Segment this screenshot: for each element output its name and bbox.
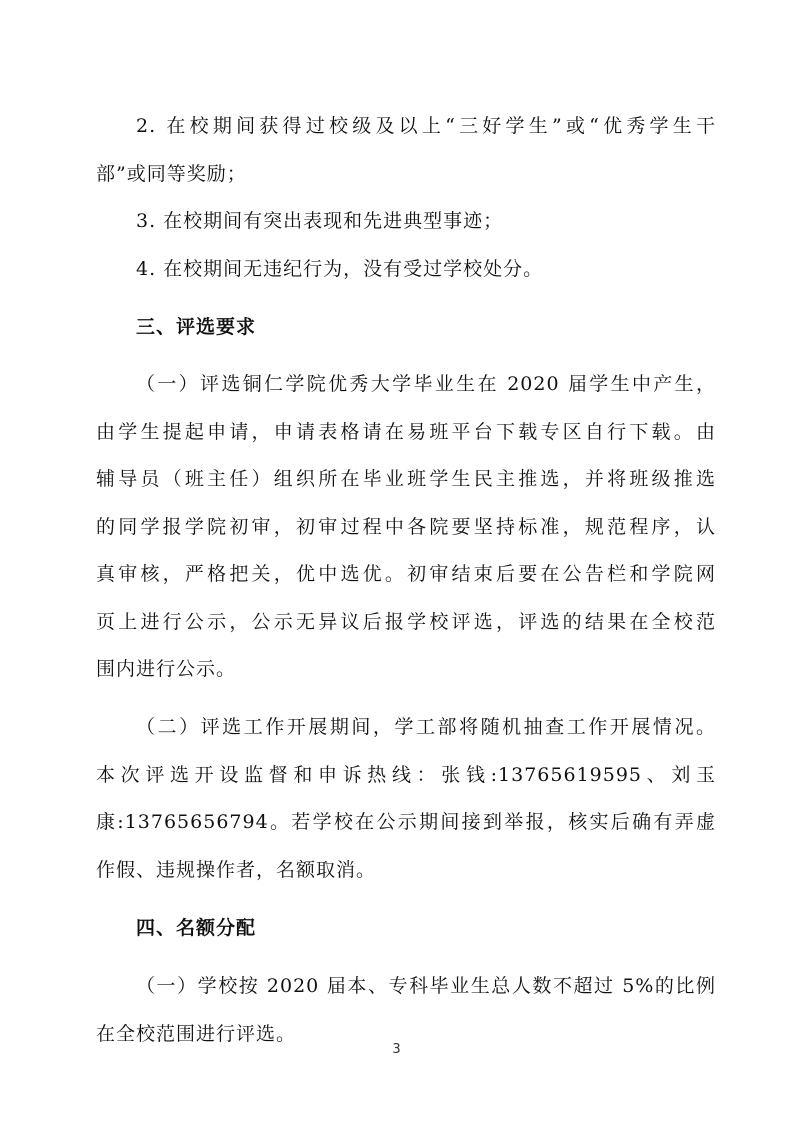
paragraph-line: 3. 在校期间有突出表现和先进典型事迹； (136, 210, 504, 232)
page-number: 3 (392, 1042, 401, 1057)
paragraph-line: 围内进行公示。 (96, 658, 237, 680)
paragraph-line: 康:13765656794。若学校在公示期间接到举报，核实后确有弄虚 (96, 811, 716, 833)
paragraph-line: （一）评选铜仁学院优秀大学毕业生在 2020 届学生中产生， (136, 373, 716, 395)
paragraph-line: 辅导员（班主任）组织所在毕业班学生民主推选，并将班级推选 (96, 468, 716, 490)
paragraph-line: （一）学校按 2020 届本、专科毕业生总人数不超过 5%的比例 (136, 975, 716, 997)
paragraph-line: 本次评选开设监督和申诉热线：张钱:13765619595、刘玉 (96, 764, 716, 786)
paragraph-line: 部”或同等奖励； (96, 163, 247, 185)
paragraph-line: 真审核，严格把关，优中选优。初审结束后要在公告栏和学院网 (96, 563, 716, 585)
paragraph-line: 页上进行公示，公示无异议后报学校评选，评选的结果在全校范 (96, 611, 716, 633)
paragraph-line: 的同学报学院初审，初审过程中各院要坚持标准，规范程序，认 (96, 516, 716, 538)
paragraph-line: （二）评选工作开展期间，学工部将随机抽查工作开展情况。 (136, 716, 716, 738)
paragraph-line: 4. 在校期间无违纪行为，没有受过学校处分。 (136, 258, 544, 280)
paragraph-line: 由学生提起申请，申请表格请在易班平台下载专区自行下载。由 (96, 421, 716, 443)
paragraph-line: 2. 在校期间获得过校级及以上“三好学生”或“优秀学生干 (136, 115, 716, 137)
section-heading: 三、评选要求 (136, 316, 257, 338)
paragraph-line: 作假、违规操作者，名额取消。 (96, 859, 377, 881)
paragraph-line: 在全校范围进行评选。 (96, 1023, 297, 1045)
section-heading: 四、名额分配 (136, 917, 257, 939)
